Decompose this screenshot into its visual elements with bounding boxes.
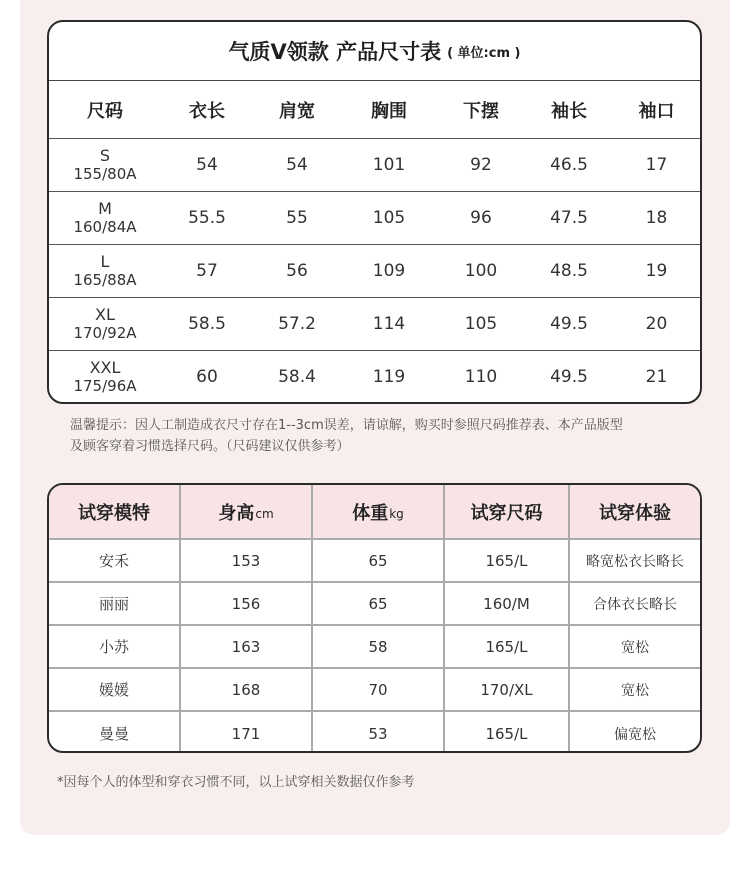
model-name: 丽丽 [49,583,181,624]
value-cell: 55 [286,208,308,228]
model-size: 160/M [445,583,570,624]
table-row [49,351,700,402]
model-height: 168 [181,669,313,710]
value-cell: 17 [645,155,668,175]
note-line: 温馨提示：因人工制造成衣尺寸存在1--3cm误差，请谅解，购买时参照尺码推荐表、本产品版型 [70,418,623,433]
value-cell: 58.4 [278,366,316,387]
value-cell: 114 [372,314,406,334]
value-cell: 20 [645,314,668,334]
header-model: 试穿模特 [49,485,181,538]
table-row [49,298,700,351]
footnote: *因每个人的体型和穿衣习惯不同，以上试穿相关数据仅作参考 [57,775,415,790]
value-cell: 57.2 [278,314,316,334]
model-experience: 合体衣长略长 [593,596,677,613]
value-cell: 49.5 [550,366,588,387]
model-height: 163 [181,626,313,667]
model-experience: 宽松 [621,682,649,699]
size-cell: XXL 175/96A [73,357,137,395]
value-cell: 105 [464,314,498,334]
value-cell: 18 [645,208,668,228]
model-weight: 65 [313,583,445,624]
value-cell: 48.5 [550,261,588,281]
model-size: 165/L [445,626,570,667]
model-fitting-table [47,483,702,753]
size-cell: M 160/84A [73,199,137,236]
value-cell: 58.5 [188,314,226,334]
model-experience: 宽松 [621,639,649,656]
value-cell: 101 [372,155,406,175]
value-cell: 100 [464,261,498,281]
size-chart-table [47,20,702,404]
unit-label: ( 单位:cm ) [447,45,521,61]
model-name: 曼曼 [49,712,181,753]
table-row [49,245,700,298]
value-cell: 110 [464,366,498,387]
table-row [49,192,700,245]
model-weight: 70 [313,669,445,710]
value-cell: 47.5 [550,208,588,228]
header-sleeve-length: 袖长 [551,100,587,122]
table-row [49,583,700,626]
table-row [49,712,700,753]
model-size: 170/XL [445,669,570,710]
value-cell: 21 [645,366,668,387]
size-chart-header-row [49,81,700,139]
value-cell: 119 [372,366,406,387]
value-cell: 55.5 [188,208,226,228]
header-cuff: 袖口 [638,100,675,122]
value-cell: 49.5 [550,314,588,334]
header-bust: 胸围 [371,100,407,122]
size-cell: S 155/80A [73,146,137,183]
size-cell: L 165/88A [73,252,137,289]
value-cell: 105 [372,208,406,228]
model-size: 165/L [445,712,570,753]
value-cell: 92 [470,155,492,175]
table-row [49,139,700,192]
note-line: 及顾客穿着习惯选择尺码。（尺码建议仅供参考） [70,439,350,454]
size-cell: XL 170/92A [73,305,137,342]
size-chart-title: 气质V领款 产品尺寸表 ( 单位:cm ) [49,22,700,81]
model-name: 小苏 [49,626,181,667]
model-name: 媛媛 [49,669,181,710]
value-cell: 109 [372,261,406,281]
value-cell: 54 [286,155,308,175]
table-row [49,669,700,712]
model-name: 安禾 [49,540,181,581]
header-weight: 体重 kg [313,485,445,538]
model-experience: 略宽松衣长略长 [586,553,684,570]
value-cell: 96 [470,208,492,228]
model-height: 156 [181,583,313,624]
header-length: 衣长 [189,100,225,122]
header-shoulder: 肩宽 [279,100,315,122]
size-note [70,415,730,457]
model-weight: 58 [313,626,445,667]
model-experience: 偏宽松 [614,726,656,743]
header-fitted-size: 试穿尺码 [445,485,570,538]
model-header-row [49,485,700,540]
header-hem: 下摆 [463,100,499,122]
value-cell: 57 [196,261,218,281]
header-fit-experience: 试穿体验 [599,502,671,524]
header-size: 尺码 [87,100,123,122]
model-height: 153 [181,540,313,581]
value-cell: 56 [286,261,308,281]
table-row [49,626,700,669]
model-weight: 53 [313,712,445,753]
value-cell: 46.5 [550,155,588,175]
model-height: 171 [181,712,313,753]
header-height: 身高 cm [181,485,313,538]
model-weight: 65 [313,540,445,581]
value-cell: 54 [196,155,218,175]
table-row [49,540,700,583]
value-cell: 60 [196,366,218,387]
value-cell: 19 [645,261,668,281]
model-size: 165/L [445,540,570,581]
